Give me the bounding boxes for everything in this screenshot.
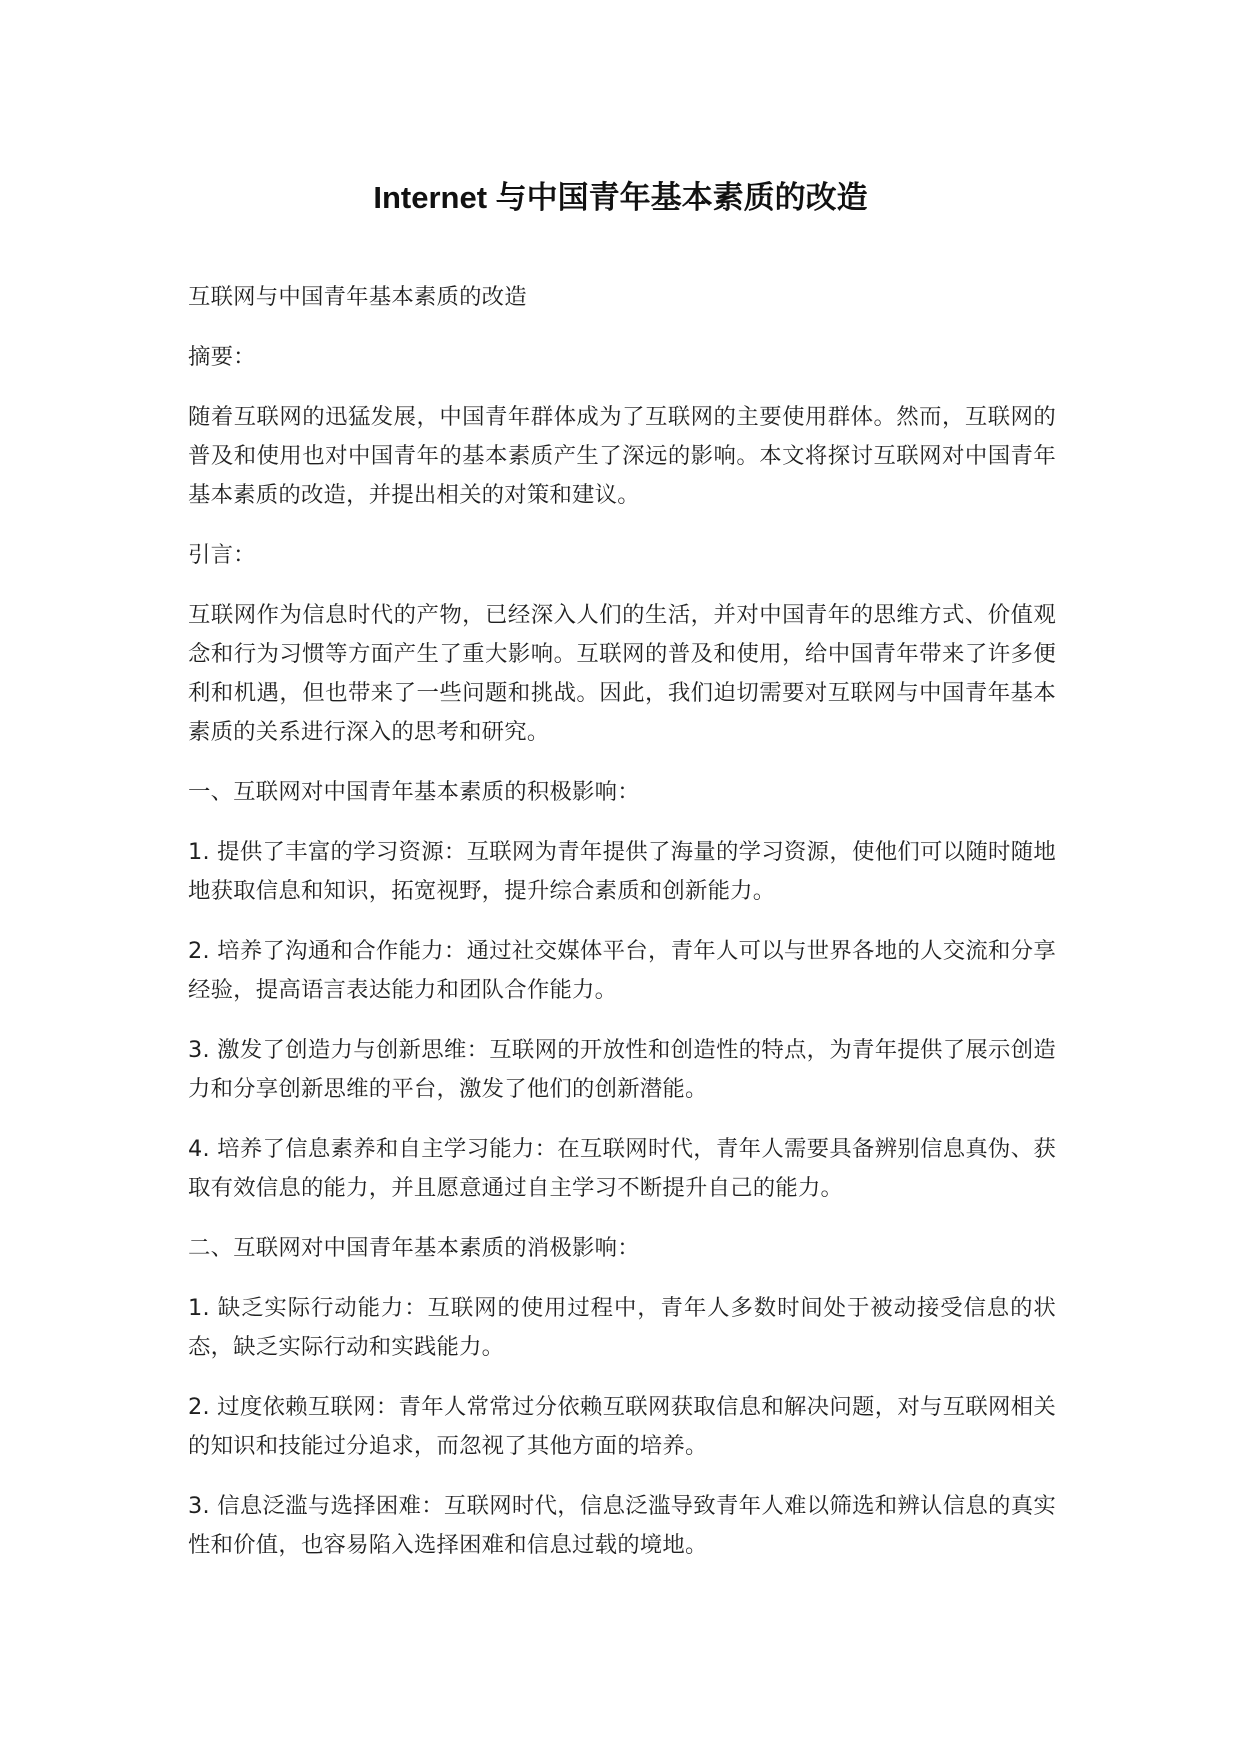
positive-item-3: 3. 激发了创造力与创新思维：互联网的开放性和创造性的特点，为青年提供了展示创造力和分享创新思维的平台，激发了他们的创新潜能。 [188, 1037, 1056, 1102]
section-heading-negative: 二、互联网对中国青年基本素质的消极影响： [188, 1235, 640, 1261]
negative-item-3: 3. 信息泛滥与选择困难：互联网时代，信息泛滥导致青年人难以筛选和辨认信息的真实性和价值，也容易陷入选择困难和信息过载的境地。 [188, 1493, 1056, 1558]
positive-item-4: 4. 培养了信息素养和自主学习能力：在互联网时代，青年人需要具备辨别信息真伪、获取有效信息的能力，并且愿意通过自主学习不断提升自己的能力。 [188, 1136, 1056, 1201]
document-body [188, 278, 1056, 1586]
subtitle-paragraph: 互联网与中国青年基本素质的改造 [188, 284, 527, 310]
positive-item-2: 2. 培养了沟通和合作能力：通过社交媒体平台，青年人可以与世界各地的人交流和分享经验，提高语言表达能力和团队合作能力。 [188, 938, 1056, 1003]
introduction-heading: 引言： [188, 542, 256, 568]
abstract-heading: 摘要： [188, 344, 256, 370]
document-title: Internet 与中国青年基本素质的改造 [373, 180, 868, 215]
introduction-paragraph: 互联网作为信息时代的产物，已经深入人们的生活，并对中国青年的思维方式、价值观念和行为习惯等方面产生了重大影响。互联网的普及和使用，给中国青年带来了许多便利和机遇，但也带来了一些问题和挑战。因此，我们迫切需要对互联网与中国青年基本素质的关系进行深入的思考和研究。 [188, 602, 1056, 745]
abstract-paragraph: 随着互联网的迅猛发展，中国青年群体成为了互联网的主要使用群体。然而，互联网的普及和使用也对中国青年的基本素质产生了深远的影响。本文将探讨互联网对中国青年基本素质的改造，并提出相关的对策和建议。 [188, 404, 1056, 508]
positive-item-1: 1. 提供了丰富的学习资源：互联网为青年提供了海量的学习资源，使他们可以随时随地地获取信息和知识，拓宽视野，提升综合素质和创新能力。 [188, 839, 1056, 904]
negative-item-1: 1. 缺乏实际行动能力：互联网的使用过程中，青年人多数时间处于被动接受信息的状态，缺乏实际行动和实践能力。 [188, 1295, 1056, 1360]
negative-item-2: 2. 过度依赖互联网：青年人常常过分依赖互联网获取信息和解决问题，对与互联网相关的知识和技能过分追求，而忽视了其他方面的培养。 [188, 1394, 1056, 1459]
section-heading-positive: 一、互联网对中国青年基本素质的积极影响： [188, 779, 640, 805]
